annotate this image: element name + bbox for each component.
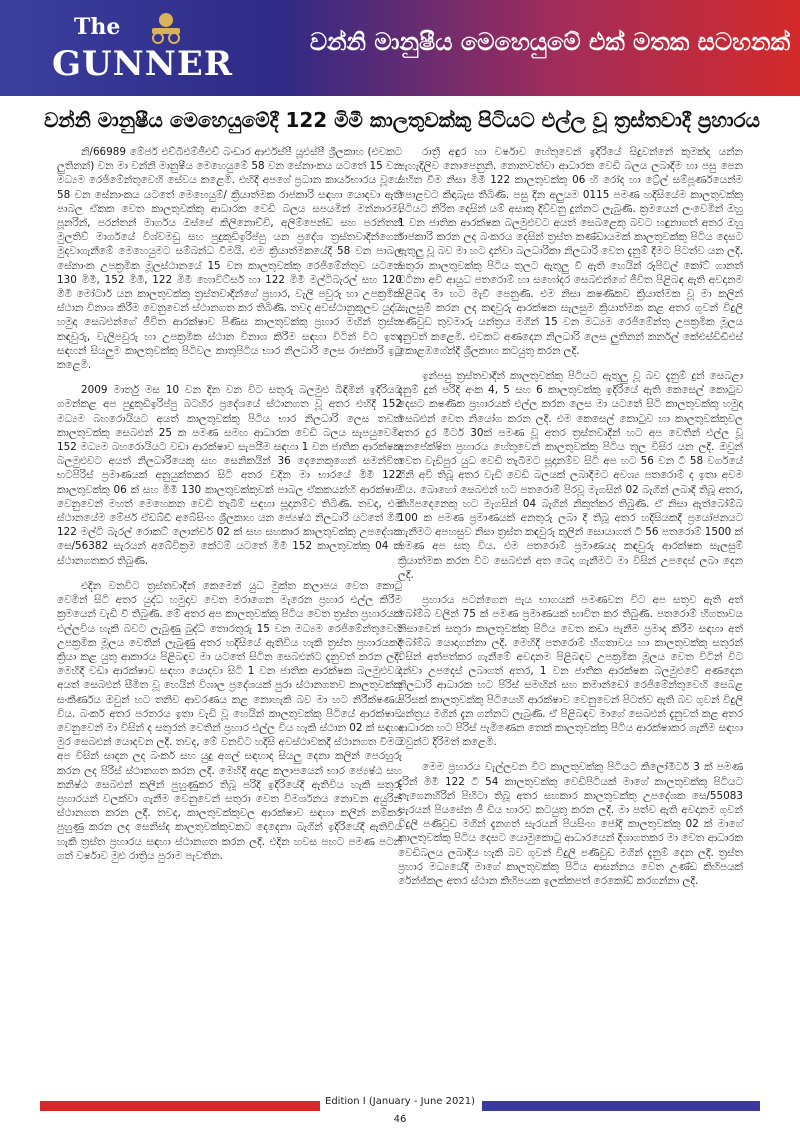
edition-label: Edition I (January - June 2021) (325, 1096, 475, 1107)
paragraph: නි/66989 මේජර් එච්බීඑම්ජීඑච් බංඩාර ආර්එස්පී යූඑස්පී ශ්‍රීලකාහ (එවකට ලුතිනන්) වන මා වන්නි මානුෂීය මෙහෙයුමේ 58 වන සේනාංකය යටතේ 15 වන මධ්‍යම රෙජිමේන්තුවෙහි සේවය කළෙමි. එහිදී අපගේ ප්‍රධාන කාර්යභාරය වූයේ 58 වන සේනාංකය යටතේ මෙහෙයුම්/ ක්‍රියාත්මක රාජකාරි සඳහා යොදවා ඇති පාබල ඒකක වෙත කාලතුවක්කු ආධාරක වෙඩි බලය සපයමින් මන්නාරම, පූනරින්, පරන්තන් මාර්ගය ඔස්සේ කිලිනොච්චි, අලිම්පෙන්ඩ සහ පරන්තන් මුලතිව් මාර්ගයේ විශ්වමඩු සහ පුදුකුඩිඉරිප්පු යන ප්‍රදේශ ත්‍රස්තවාදීන්ගෙන් මුදවාගැනීමේ මෙහෙයුමට සම්බන්ධ වීමයි. එම ක්‍රියාත්මකයේදී 58 වන පාබල සේනාංක උපක්‍රමික මූලස්ථානයේ 15 වන කාලතුවක්කු රෙජිමේන්තුව යටතේ 130 මිමී, 152 මිමී, 122 මිමී හොවිට්සර් හා 122 මිමී මල්ටිබැරල් සහ 120 මිමී මෝටාර් යන කාලතුවක්කු ත්‍රස්තවාදීන්ගේ ප්‍රහාර, වැලි පවුරු හා උපක්‍රමික ස්ථාන විනාශ කිරීම වෙනුවෙන් ස්ථානගත කර තිබිණි. තවද අවස්ථානුකූලව යුද්ධ හමුදා සෙබළුන්ගේ ජීවිත ආරක්ෂාව පිණිස කාලතුවක්කු ප්‍රහාර මඟින් ත්‍රස්ත කඳවුරු, වැලිපවුරු හා උපක්‍රමික ස්ථාන විනාශ කිරීම සඳහා විටින් විට ඉතා සඳහන් සියලුම කාලතුවක්කු පිටිවල කාතුපිටිය භාර නිලධාරි ලෙස රාජකාරි ඉටු කළෙමි. (57, 146, 402, 372)
article-headline: වන්නි මානුෂීය මෙහෙයුමේදී 122 මිමී කාලතුවක්කු පිටියට එල්ල වූ ත්‍රස්තවාදී ප්‍රහාරය (43, 108, 761, 132)
logo-gunner: GUNNER (52, 44, 234, 84)
page-number: 46 (393, 1114, 407, 1125)
cannon-emblem-icon (144, 10, 188, 46)
paragraph: 2009 මාර්තු මස 10 වන දින වන විට සතුරු බලමුළු බිඳිමින් ඉදිරියට ගමන්කළ අප පුදුකුඩිඉරිප්පු බටහිර ප්‍රදේශයේ ස්ථානගත වූ අතර එහිදී 152 මධ්‍යම බහරොයියට අයත් කාලතුවක්කු පිටිය භාර නිලධාරි ලෙස තවත් කාලතුවක්කු සෙබළුන් 25 ක පමණ සමඟ ආධාරක වෙඩි බලය සැපයුවෙමි. 152 මධ්‍යම බහරොයියට වඩා ආරක්ෂාව සැපයීම සඳහා 1 වන ජාතික ආරක්ෂක බලමුළුවට අයත් නිලධාරියෙකු සහ සෙනිකයින් 36 දෙනෙකුගෙන් සමන්විත භටපිරිස් ප්‍රමාණයක් අනුයුක්තකර සිටි අතර වදින මා භාරයේ මිමී 122 කාලතුවක්කු 06 ක් සහ මිමී 130 කාලතුවක්කුවක් පාබල ඒකකයන්හි ආරක්ෂාව වෙනුවෙන් මහත් මෙහෙකන වෙඩි තැබීම් සඳහා සූදානම්ව තිබිණි. තවද, එම ස්ථානයේම මේජර් ඒඩබ්ඩී අබේසිංහ ශ්‍රීලකාහ යන ජ්‍යෙෂ්ඨ නිලධාරි යටතේ මිමී 122 මල්ටි බැරල් රොකට් ලොන්චර් 02 ක් සහ සහකාර කාලතුවක්කු උපදේශක සෙ/56382 සැරයන් අබේවික්‍රම කේටම් යටතේ මිමී 152 කාලතුවක්කු 04 ක් ස්ථානගතකර තිබුණි. (57, 384, 402, 567)
gunner-logo (48, 8, 234, 88)
paragraph: ප්‍රහාරය පටන්ගෙන පැය භාගයක් පමණවන විට අප සතුව ඇති අත් බෝම්බ වලින් 75 ක් පමණ ප්‍රමාණයක් භාවිත කර තිබුණි. පතරොම් හිගතාවය නිසාවෙන් සතුරා කාලතුවක්කු පිටිය වෙත කඩා පැනීම ප්‍රමාද කිරීම සඳහා අත් බෝම්බ යොදාගන්නා ලදී. මෙහිදී පතරොම් හිගතාවය හා කාලතුවක්කු සතුරන් විසින් අත්පත්කර ගැනීමේ අවදානම පිළිබඳව උපක්‍රමික මූලය වෙත විටින් විට දන්වා උපදෙස් ලබාගත් අතර, 1 වන ජාතික ආරක්ෂක බලමුළුවේ අණදෙන නිලධාරි ආධාරක හට පිරිස් සමඟින් සහ කමාන්ඩෝ රෙජිමේන්තුවෙහි සෙබළ පිරිසක් කාලතුවක්කු පිටියෙහි ආරක්ෂාව වෙනුවෙන් පිටත්ව ඇති බව ගුවන් විදුලි යන්ත්‍රය මගින් දැන ගන්නට ලැබුණි. ඒ පිළිබඳව මාගේ සෙබළුන් දැනුවත් කළ අතර ආධාරක හට පිරිස් පැමිණෙන තෙක් කාලතුවක්කු පිටිය ආරක්ෂාකර ගැනීම සඳහා ඔවුන්ට දිරිමත් කළෙමි. (398, 594, 743, 749)
paragraph: මෙම ප්‍රහාරය වැල්ලවන විට කාලතුවක්කු පිටියට කිලෝමීටර් 3 ක් පමණ දුරින් මිමී 122 ටී 54 කාලතුවක්කු වෙඩිපිටියක් මාගේ කාලතුවක්කු පිටියට නැගෙනහිරින් පිහිටා තිබූ අතර සහකාර කාලතුවක්කු උපදේශක සෙ/55083 සැරයන් පියසේන ජී ඩිය භාරව කටයුතු කරන ලදී. මා පත්ව ඇති අවදානම ගුවන් විදුලි පණිවුඩ මගින් දැනගත් සැරයන් පියසිංහ ජෝදි කාලතුවක්කු 02 ක් මාගේ කාලතුවක්කු පිටිය දෙසට යොමුකොටු ආධාරයෙන් දිශාගතකර මා වෙත ආධාරක වෙඩිබලය ලබාදිය හැකි බව ගුවන් විදුලි පණිවුඩ මගින් දැනුම් දෙන ලදී. ත්‍රස්ත ප්‍රහාර මධ්‍යයේදී මාගේ කාලතුවක්කු පිටිය ආසන්නය වෙත උණ්ඩ කිහිපයක් රේන්ජ්කල අතර ස්ථාන කිහිපයක ඉලක්කපත් රෙකෝඩ් කරගන්නා ලදී. (398, 761, 743, 887)
paragraph: එදින වනවිට ත්‍රස්තවාදීන් කෙමෙන් යුධ මුක්ත කලාපය වෙත කොටු වෙමින් සිටි අතර යුද්ධ හමුදාව වෙත මරාගෙන මැරෙන ප්‍රහාර එල්ල කිරීම ක්‍රමයෙන් වැඩි වී තිබුණි. මේ අතර අප කාලතුවක්කු පිටිය වෙත ත්‍රස්ත ප්‍රහාරයක් එල්ලවිය හැකි බවට ලැබුණු බුද්ධි තොරතුරු 15 වන මධ්‍යම රෙජිමේන්තුවෙහි උපක්‍රමික මූලය වෙතින් ලැබුණු අතර හදිසියේ ඇතිවිය හැකි ත්‍රස්ත ප්‍රහාරයකදී ක්‍රියා කළ යුතු ආකාරය පිළිබඳව මා යටතේ සිටින සෙබළුන්ට දැනුවත් කරන ලදී. මෙහිදී වඩා ආරක්ෂාව සඳහා යොදවා සිටි 1 වන ජාතික ආරක්ෂක බලමුළුවට අයත් සෙබළුන් සීමිත වූ හෙයින් විශාල ප්‍රදේශයක් පුරා ස්ථානගතව කාලතුවක්කු සංකීර්ණය ඔවුන් හට තනිව ආවරණය කළ නොහැකි බව මා හට නිරීක්ෂණය විය. බංකර් අතර පරතරය ඉතා වැඩි වූ හෙයින් කාලතුවක්කු පිටියේ ආරක්ෂාව වෙනුවෙන් මා විසින් ද සතුරන් වෙතින් ප්‍රහාර එල්ල විය හැකි ස්ථාන 02 ක් සඳහා මුර සෙබළුන් යොදවන ලදී. තවද, මේ වනවිට හදිසි අවස්ථාවකදී ස්ථානගත වීමට අප විසින් සාදන ලද බංකර් සහ යුදු අගල් සඳහාද සියලු දෙනා කලින් පෙරහුරු කරන ලද පිරිස් ස්ථානගත කරන ලදී. මෙහිදී අදාළ කලාපයෙන් භාර ජ්‍යෙෂ්ඨ සහ කනිෂ්ඨ සෙබළුන් කලින් පුහුණුකර තිබූ පරිදි ඉදිරියේදී ඇතිවිය හැකි සතුරු ප්‍රහාරයන් වලක්වා ගැනීම වෙනුවෙන් සතුරා වෙත විමර්ශනය නොවන අයුරින් ස්ථානගත කරන ලදී. තවද, කාලතුවක්කුවල ආරක්ෂාව සඳහා කලින් නම්කර පුහුණු කරන ලද සෙනිස්ද කාලතුවක්කුවකට දෙදෙනා බැගින් ඉදිරියේදී ඇතිවිය හැකි ත්‍රස්ත ප්‍රහාරය සඳහා ස්ථානගත කරන ලදී. එදින හවස පහට පමණ පටන් ගත් වර්ෂාව මුළු රාත්‍රිය පුරාම පැවතින. (57, 579, 402, 862)
footer-blue-bar (482, 1101, 760, 1111)
paragraph: ඉන්පසු ත්‍රස්තවාදීන් කාලතුවක්කු පිටියට ඇතුලු වූ බව දැනුම් දුන් සෙබළා දැනුම් දුන් පරිදි අංක 4, 5 සහ 6 කාලතුවක්කු ඉදිරියේ ඇති කෙසෙල් කොටුව දෙසට කෂණික ප්‍රහාරයක් එල්ල කරන ලෙස මා යටතේ සිටි කාලතුවක්කු හමුදා සෙබළුන් වෙත නියෝග කරන ලදී. එම කෙසෙල් කොටුව හා කාලතුවක්කුවල අතර දුර මීටර් 30ක් පමණ වූ අතර ත්‍රස්තවාදීන් හට අප වෙතින් එල්ල වූ අනපේක්ෂිත ප්‍රහාරය හේතුවෙන් කාලතුවක්කු පිටිය තුල විසිර යන ලදී. ඔවුන් වෙත වැඩිපුර යුධ වෙඩි තැබීමට සූදානම්ව සිටි අප හට 56 වන ටී 58 වර්ගයේ ගිනි අවි තිබූ අතර වැඩි වෙඩි බලයක් ලබාදීමට අවශ්‍ය පතරොම් ද ඉතා අවම විය. බොහෝ සෙබළුන් හට පතරොම් පිරවූ මැගසින් 02 බැගින් ලබාදී තිබූ අතර, කිහිපදෙනෙකු හට මැගසින් 04 බැගින් නිකුත්කර තිබුණි. ඒ නිසා ඇත්බෝම්බ 100 ක පමණ ප්‍රමාණයක් අනතුරු ලබා දී තිබූ අතර හදිසියකදී ප්‍රයෝජනයට ගැනීමට අපහසුව නිසා ත්‍රස්ත කඳවුරු කුලින් සොයාගත් ටී 56 පතරොම් 1500 ක් පමණ අප සතු විය. එම පතරොම් ප්‍රමාණයද කඳවුරු ආරක්ෂක සැලසුම් ක්‍රියාත්මක කරන විට සෙබළුන් අත බෙදා ගැනීමට මා විසින් උපදෙස් ලබා දෙන ලදී. (398, 370, 743, 581)
header-title: වන්නි මානුෂීය මෙහෙයුමේ එක් මතක සටහනක් (309, 28, 790, 56)
paragraph: රාත්‍රී අඳුර හා වර්ෂාව හේතුවෙන් ඉදිරියේ සිදුවන්නේ කුමක්ද යන්න පැහැදිලිව නොපෙනුනි. නොනවත්වා ආධාරක වෙඩි බලය ලබාදීම හා පසු පෙන සහිත වීම නිසා මිමී 122 කාලතුවක්කු 06 හි රෝද හා ට්‍රේල් සම්පූර්ණයෙන්ම පොළවට කිඳාබැස තිබිණි. පසු දින අලුයම 0115 පමණ හදිසියේම කාලතුවක්කු පිටියට නිරිත දෙසින් යම් අසාකු දිව්වනු දුන්නට ලැබුණි. ක්‍රමයෙන් ලංවෙමින් ඔහු 1 වන ජාතික ආරක්ෂක බලමුළුවට අයත් සෙබළෙකු බවට හඳුනාගත් අතර ඔහු රාජකාරි කරන ලද බංකරය දෙසින් ත්‍රස්ත කණ්ඩායමක් කාලතුවක්කු පිටිය දෙසට ඇතුලු වූ බව මා හට දන්වා බලධාරිකා නිලධාරි වෙත දැනුම් දීමට පිටත්ව යන ලදී. සතුරා කාලතුවක්කු පිටිය තුලට ඇතුලු වී ඇති හෙයින් රූපිටල් කෝට් ගානත් වටිනා අවි ආයුධ පතරොම් හා සහෝදර සෙබළුන්ගේ ජීවිත පිළිබඳ ඇති අවදානම පිළිබඳ මා හට මැවී පෙනුණි. එම නිසා කෂණිකව ක්‍රියාත්මක වූ මා කලින් සැලසුම් කරන ලද කඳවුරු ආරක්ෂක සැලසුම ක්‍රියාත්මක කළ අතර ගුවන් විදුලි පණිවුඩ තුවමාරු යන්ත්‍රය මගින් 15 වන මධ්‍යම රෙජිමේන්තු උපක්‍රමික මූලය දැනුවත් කළෙමි. එවකට අණදෙන නිලධාරි ලෙස ලුතිනන් කර්නල් කේඑස්ඩිඩීඑස් කොළඹගේන්දී ශ්‍රීලකාහ කටයුතු කරන ලදී. (398, 146, 743, 357)
footer-red-bar (40, 1101, 320, 1111)
header-banner (0, 0, 800, 96)
logo-the: The (74, 14, 121, 40)
left-column (57, 145, 402, 874)
right-column (398, 145, 743, 899)
